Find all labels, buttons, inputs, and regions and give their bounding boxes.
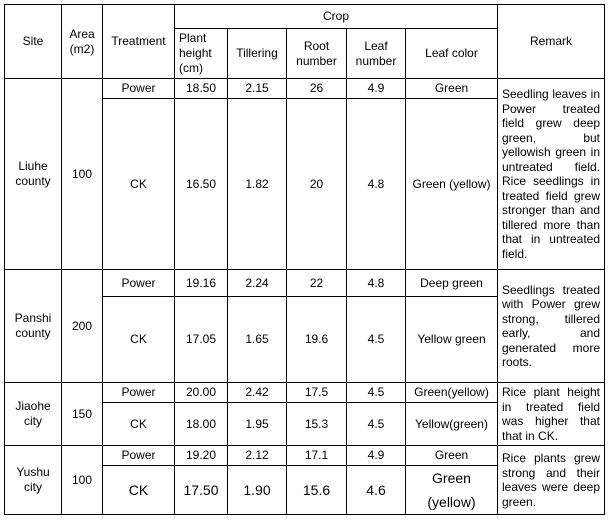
root-number-cell: 20 <box>287 99 347 270</box>
treatment-cell: Power <box>103 270 175 297</box>
header-row-1 <box>5 5 605 29</box>
header-tillering: Tillering <box>228 29 287 79</box>
root-number-cell: 17.5 <box>287 383 347 403</box>
tillering-cell: 1.65 <box>228 297 287 383</box>
leaf-color-cell: Yellow green <box>406 297 498 383</box>
table-row <box>5 446 605 466</box>
tillering-cell: 2.12 <box>228 446 287 466</box>
plant-height-cell: 18.00 <box>175 403 228 446</box>
tillering-cell: 2.24 <box>228 270 287 297</box>
plant-height-cell: 20.00 <box>175 383 228 403</box>
site-cell: Panshi county <box>5 270 62 383</box>
tillering-cell: 1.95 <box>228 403 287 446</box>
header-crop: Crop <box>175 5 498 29</box>
leaf-color-cell: Green (yellow) <box>406 466 498 515</box>
leaf-color-cell: Deep green <box>406 270 498 297</box>
remark-cell: Seedling leaves in Power treated field grew deep green, but yellowish green in untreated field. Rice seedlings in treated field grew stronger than and tillered more than that in untreated field. <box>498 79 605 270</box>
plant-height-cell: 17.05 <box>175 297 228 383</box>
leaf-number-cell: 4.5 <box>347 297 406 383</box>
treatment-cell: CK <box>103 99 175 270</box>
treatment-cell: CK <box>103 403 175 446</box>
table-row <box>5 79 605 99</box>
leaf-color-cell: Green (yellow) <box>406 99 498 270</box>
tillering-cell: 2.15 <box>228 79 287 99</box>
site-cell: Jiaohe city <box>5 383 62 446</box>
site-cell: Liuhe county <box>5 79 62 270</box>
header-treatment: Treatment <box>103 5 175 79</box>
table-wrapper <box>4 4 605 515</box>
root-number-cell: 17.1 <box>287 446 347 466</box>
tillering-cell: 2.42 <box>228 383 287 403</box>
root-number-cell: 15.6 <box>287 466 347 515</box>
remark-cell: Seedlings treated with Power grew strong, tillered early, and generated more roots. <box>498 270 605 383</box>
tillering-cell: 1.82 <box>228 99 287 270</box>
remark-cell: Rice plants grew strong and their leaves were deep green. <box>498 446 605 515</box>
plant-height-cell: 19.20 <box>175 446 228 466</box>
leaf-number-cell: 4.9 <box>347 446 406 466</box>
plant-height-cell: 17.50 <box>175 466 228 515</box>
header-remark: Remark <box>498 5 605 79</box>
plant-height-cell: 16.50 <box>175 99 228 270</box>
treatment-cell: Power <box>103 446 175 466</box>
header-leaf-color: Leaf color <box>406 29 498 79</box>
area-cell: 100 <box>62 79 103 270</box>
area-cell: 100 <box>62 446 103 515</box>
leaf-number-cell: 4.8 <box>347 270 406 297</box>
area-cell: 150 <box>62 383 103 446</box>
leaf-color-cell: Green <box>406 79 498 99</box>
plant-height-cell: 19.16 <box>175 270 228 297</box>
plant-height-cell: 18.50 <box>175 79 228 99</box>
header-leaf-number: Leaf number <box>347 29 406 79</box>
tillering-cell: 1.90 <box>228 466 287 515</box>
header-plant-height: Plant height (cm) <box>175 29 228 79</box>
remark-cell: Rice plant height in treated field was higher that that in CK. <box>498 383 605 446</box>
root-number-cell: 26 <box>287 79 347 99</box>
root-number-cell: 19.6 <box>287 297 347 383</box>
leaf-color-cell: Green(yellow) <box>406 383 498 403</box>
leaf-color-cell: Yellow(green) <box>406 403 498 446</box>
site-cell: Yushu city <box>5 446 62 515</box>
treatment-cell: CK <box>103 297 175 383</box>
leaf-number-cell: 4.5 <box>347 383 406 403</box>
treatment-cell: Power <box>103 383 175 403</box>
root-number-cell: 15.3 <box>287 403 347 446</box>
table-row <box>5 383 605 403</box>
leaf-number-cell: 4.5 <box>347 403 406 446</box>
header-site: Site <box>5 5 62 79</box>
leaf-number-cell: 4.8 <box>347 99 406 270</box>
leaf-number-cell: 4.6 <box>347 466 406 515</box>
table-row <box>5 270 605 297</box>
leaf-color-cell: Green <box>406 446 498 466</box>
root-number-cell: 22 <box>287 270 347 297</box>
header-root-number: Root number <box>287 29 347 79</box>
leaf-number-cell: 4.9 <box>347 79 406 99</box>
treatment-cell: CK <box>103 466 175 515</box>
treatment-cell: Power <box>103 79 175 99</box>
crop-results-table <box>4 4 605 515</box>
header-area: Area (m2) <box>62 5 103 79</box>
area-cell: 200 <box>62 270 103 383</box>
